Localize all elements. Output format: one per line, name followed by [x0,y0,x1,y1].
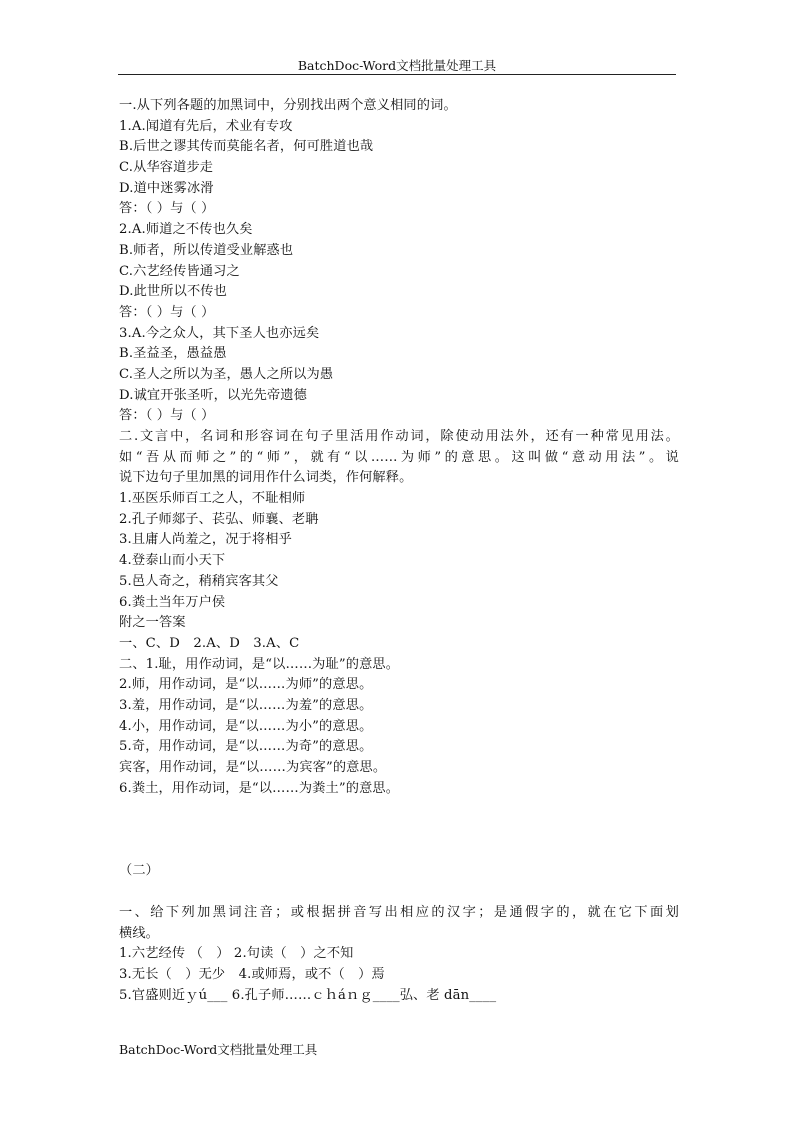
page-footer: BatchDoc-Word文档批量处理工具 [119,1042,318,1057]
text-line: 1.巫医乐师百工之人，不耻相师 [119,491,306,507]
answer-line: 答：（ ）与（ ） [119,304,215,320]
text-line: 5.官盛则近ｙú___ 6.孔子师……ｃｈáｎｇ____弘、老 dān____ [119,987,497,1003]
question-heading: 一、给下列加黑词注音；或根据拼音写出相应的汉字；是通假字的，就在它下面划 [119,904,679,920]
answer-line: 4.小，用作动词，是“以……为小”的意思。 [119,718,373,734]
question-heading: 一.从下列各题的加黑词中，分别找出两个意义相同的词。 [119,98,457,113]
text-line: D.道中迷雾冰滑 [119,180,214,196]
text-line: D.此世所以不传也 [119,284,227,300]
blank-line [119,841,679,862]
answer-line: 3.羞，用作动词，是“以……为羞”的意思。 [119,697,373,713]
text-line: 3.无长（ ）无少 4.或师焉，或不（ ）焉 [119,966,385,982]
page-header: BatchDoc-Word文档批量处理工具 [297,58,497,73]
answer-line: 答：（ ）与（ ） [119,408,215,424]
text-line: C.圣人之所以为圣，愚人之所以为愚 [119,366,334,382]
text-line: 5.邑人奇之，稍稍宾客其父 [119,573,279,589]
text-line: 横线。 [119,925,160,941]
blank-line [119,882,679,903]
blank-line [119,799,679,820]
text-line: B.后世之谬其传而莫能名者，何可胜道也哉 [119,139,374,155]
text-line: B.圣益圣，愚益愚 [119,346,227,362]
answer-line: 2.师，用作动词，是“以……为师”的意思。 [119,677,373,693]
section-title: （二） [119,863,160,879]
blank-line [119,820,679,841]
text-line: 1.六艺经传 （ ） 2.句读（ ）之不知 [119,946,354,962]
answer-line: 6.粪土，用作动词，是“以……为粪土”的意思。 [119,780,400,796]
header-rule [118,74,676,75]
text-line: C.从华容道步走 [119,160,214,176]
text-line: 4.登泰山而小天下 [119,553,226,569]
text-line: D.诚宜开张圣听，以光先帝遗德 [119,387,307,403]
answer-line: 二、1.耻，用作动词，是“以……为耻”的意思。 [119,656,400,672]
answer-line: 答：（ ）与（ ） [119,201,215,217]
document-body [119,96,679,1006]
text-line: 3.且庸人尚羞之，况于将相乎 [119,532,292,548]
text-line: 2.A.师道之不传也久矣 [119,222,253,238]
answer-line: 一、C、D 2.A、D 3.A、C [119,635,300,651]
answer-line: 5.奇，用作动词，是“以……为奇”的意思。 [119,739,373,755]
text-line: 说下边句子里加黑的词用作什么词类，作何解释。 [119,470,413,486]
text-line: 如“吾从而师之”的“师”，就有“以……为师”的意思。这叫做“意动用法”。说 [119,449,679,465]
text-line: C.六艺经传皆通习之 [119,263,240,279]
text-line: 1.A.闻道有先后，术业有专攻 [119,118,293,134]
text-line: B.师者，所以传道受业解惑也 [119,242,294,258]
text-line: 3.A.今之众人，其下圣人也亦远矣 [119,325,320,341]
answer-line: 宾客，用作动词，是“以……为宾客”的意思。 [119,760,387,775]
question-heading: 二.文言中，名词和形容词在句子里活用作动词，除使动用法外，还有一种常见用法。 [119,429,679,444]
text-line: 6.粪土当年万户侯 [119,594,226,610]
answer-heading: 附之一答案 [119,615,186,631]
text-line: 2.孔子师郯子、苌弘、师襄、老聃 [119,511,319,527]
